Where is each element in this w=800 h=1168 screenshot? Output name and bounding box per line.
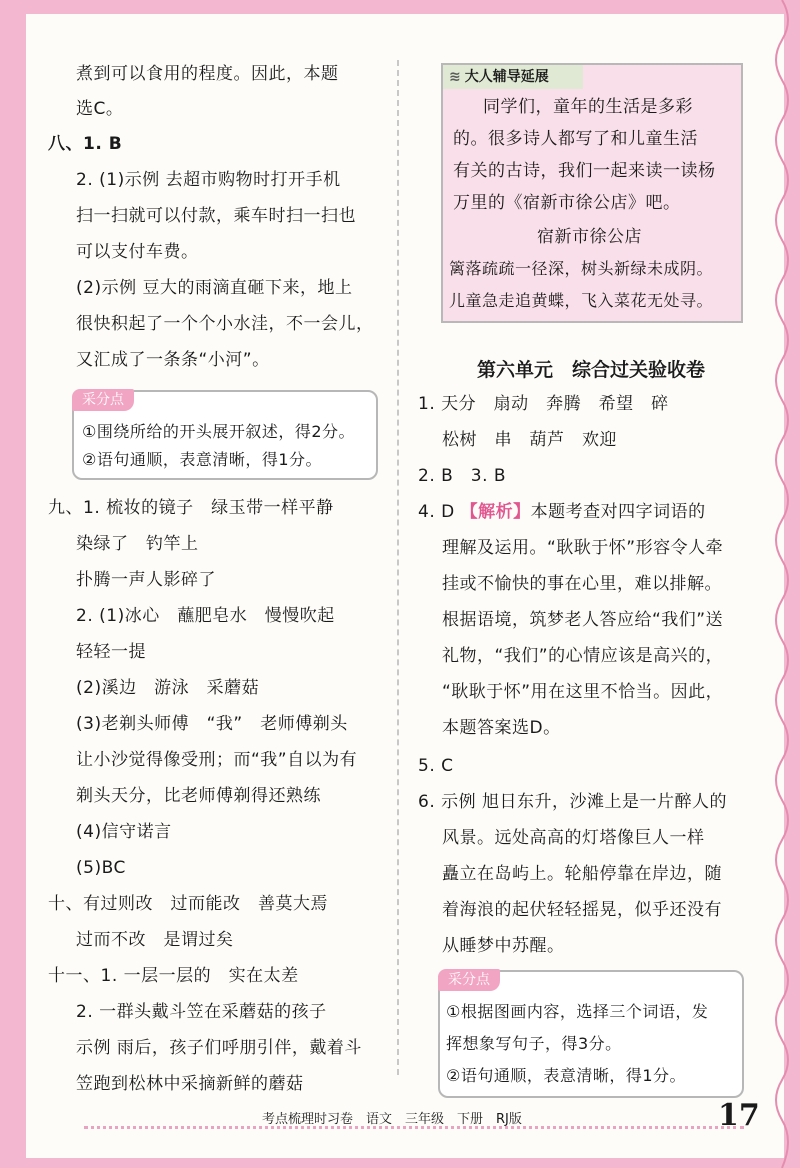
answer-11-1: 十一、1. 一层一层的 实在太差: [48, 966, 299, 986]
text-line: 示例 雨后，孩子们呼朋引伴，戴着斗: [76, 1038, 362, 1058]
text-line: 礼物，“我们”的心情应该是高兴的，: [442, 646, 724, 666]
scoring-point: ②语句通顺，表意清晰，得1分。: [446, 1066, 687, 1085]
text-line: 松树 串 葫芦 欢迎: [442, 430, 617, 450]
text-line: 笠跑到松林中采摘新鲜的蘑菇: [76, 1074, 304, 1094]
answer-11-2: 2. 一群头戴斗笠在采蘑菇的孩子: [76, 1002, 327, 1022]
answer-9-2: 2. (1)冰心 蘸肥皂水 慢慢吹起: [76, 606, 335, 626]
text-line: 扑腾一声人影碎了: [76, 570, 216, 590]
text-line: 风景。远处高高的灯塔像巨人一样: [442, 828, 705, 848]
text-line: 过而不改 是谓过矣: [76, 930, 234, 950]
answer-1: 1. 天分 扇动 奔腾 希望 碎: [418, 394, 669, 414]
text-line: (5)BC: [76, 858, 126, 878]
text-line: 本题答案选D。: [442, 718, 561, 738]
poem-line: 篱落疏疏一径深，树头新绿未成阴。: [449, 259, 714, 278]
text-line: 很快积起了一个个小水洼，不一会儿，: [76, 314, 374, 334]
poem-line: 儿童急走追黄蝶，飞入菜花无处寻。: [449, 291, 714, 310]
footer-dotted-line: [84, 1126, 744, 1129]
answer-6: 6. 示例 旭日东升，沙滩上是一片醉人的: [418, 792, 728, 812]
extension-title: [443, 65, 583, 89]
text-line: “耿耿于怀”用在这里不恰当。因此，: [442, 682, 724, 702]
text-line: 理解及运用。“耿耿于怀”形容令人牵: [442, 538, 724, 558]
scoring-point: ②语句通顺，表意清晰，得1分。: [82, 450, 323, 469]
decorative-wave-border: [774, 0, 800, 1168]
answer-8-1: 八、1. B: [48, 134, 123, 154]
poem-title: 宿新市徐公店: [537, 227, 642, 247]
answer-2-3: 2. B 3. B: [418, 466, 507, 486]
extension-text: 的。很多诗人都写了和儿童生活: [453, 129, 698, 149]
wave-icon: ≋: [449, 69, 461, 85]
column-divider: [397, 60, 399, 1075]
text-line: 从睡梦中苏醒。: [442, 936, 565, 956]
answer-4-choice: 4. D: [418, 502, 455, 522]
text-line: (4)信守诺言: [76, 822, 172, 842]
extension-text: 有关的古诗，我们一起来读一读杨: [453, 161, 716, 181]
text-span: 本题考查对四字词语的: [530, 502, 706, 522]
footer-text: 考点梳理时习卷 语文 三年级 下册 RJ版: [262, 1112, 522, 1127]
answer-9-1: 九、1. 梳妆的镜子 绿玉带一样平静: [48, 498, 334, 518]
text-line: 可以支付车费。: [76, 242, 199, 262]
scoring-point: ①围绕所给的开头展开叙述，得2分。: [82, 422, 356, 441]
scoring-point: ①根据图画内容，选择三个词语，发: [446, 1002, 709, 1021]
text-line: 剃头天分，比老师傅剃得还熟练: [76, 786, 321, 806]
answer-5: 5. C: [418, 756, 454, 776]
text-line: 根据语境，筑梦老人答应给“我们”送: [442, 610, 724, 630]
text-line: 选C。: [76, 99, 124, 119]
text-line: 染绿了 钓竿上: [76, 534, 199, 554]
analysis-tag: 【解析】: [460, 502, 531, 522]
scoring-point: 挥想象写句子，得3分。: [446, 1034, 622, 1053]
text-line: (3)老剃头师傅 “我” 老师傅剃头: [76, 714, 348, 734]
text-line: 着海浪的起伏轻轻摇晃，似乎还没有: [442, 900, 722, 920]
text-line: (2)溪边 游泳 采蘑菇: [76, 678, 260, 698]
unit-title: 第六单元 综合过关验收卷: [476, 359, 705, 381]
scoring-points-box: [438, 970, 744, 1098]
text-line: 又汇成了一条条“小河”。: [76, 350, 270, 370]
text-line: (2)示例 豆大的雨滴直砸下来，地上: [76, 278, 353, 298]
answer-10: 十、有过则改 过而能改 善莫大焉: [48, 894, 328, 914]
extension-text: 万里的《宿新市徐公店》吧。: [453, 193, 681, 213]
text-line: 轻轻一提: [76, 642, 146, 662]
scoring-points-tag: 采分点: [438, 969, 500, 991]
scoring-points-box: [72, 390, 378, 480]
page-number: 17: [718, 1098, 760, 1133]
extension-title-text: 大人辅导延展: [464, 69, 549, 85]
text-line: 挂或不愉快的事在心里，难以排解。: [442, 574, 722, 594]
parent-extension-box: [441, 63, 743, 323]
scoring-points-tag: 采分点: [72, 389, 134, 411]
text-line: 煮到可以食用的程度。因此，本题: [76, 64, 339, 84]
text-line: 矗立在岛屿上。轮船停靠在岸边，随: [442, 864, 722, 884]
answer-4: [418, 502, 706, 522]
answer-8-2: 2. (1)示例 去超市购物时打开手机: [76, 170, 341, 190]
extension-text: 同学们，童年的生活是多彩: [483, 97, 693, 117]
text-line: 扫一扫就可以付款，乘车时扫一扫也: [76, 206, 356, 226]
text-line: 让小沙觉得像受刑；而“我”自以为有: [76, 750, 358, 770]
